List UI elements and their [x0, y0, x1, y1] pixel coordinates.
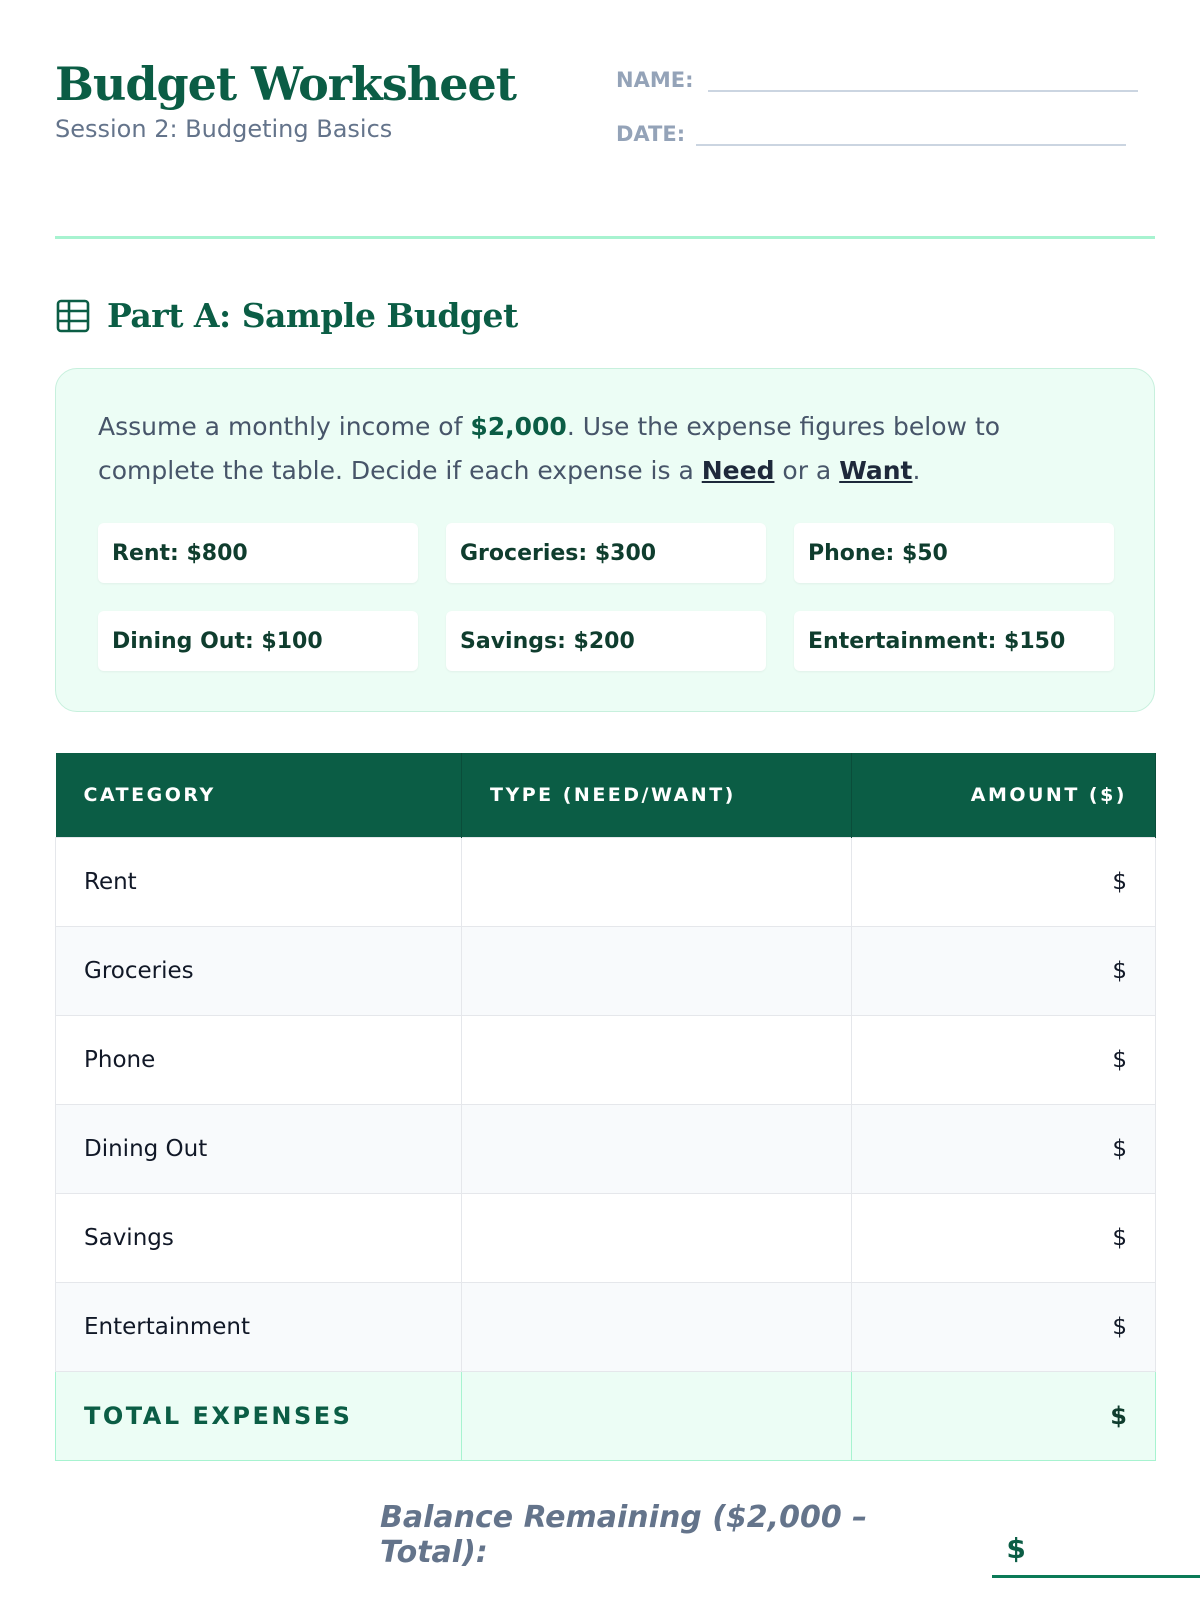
total-type-cell[interactable]	[462, 1371, 852, 1460]
name-label: NAME:	[616, 68, 694, 92]
expense-chip: Savings: $200	[446, 611, 766, 671]
page-subtitle: Session 2: Budgeting Basics	[55, 115, 393, 143]
amount-input-cell[interactable]: $	[852, 1193, 1156, 1282]
expense-chip: Rent: $800	[98, 523, 418, 583]
expense-figures	[98, 523, 1118, 671]
category-cell: Entertainment	[56, 1282, 462, 1371]
amount-input-cell[interactable]: $	[852, 837, 1156, 926]
table-row	[56, 1015, 1156, 1104]
total-row	[56, 1371, 1156, 1460]
category-cell: Groceries	[56, 926, 462, 1015]
column-header-type: TYPE (NEED/WANT)	[462, 753, 852, 837]
amount-input-cell[interactable]: $	[852, 1015, 1156, 1104]
page-title: Budget Worksheet	[55, 57, 517, 111]
instructions-text	[98, 405, 1048, 493]
total-label: TOTAL EXPENSES	[56, 1371, 462, 1460]
balance-label: Balance Remaining ($2,000 – Total):	[380, 1500, 868, 1570]
column-header-category: CATEGORY	[56, 753, 462, 837]
category-cell: Phone	[56, 1015, 462, 1104]
instructions-box	[55, 368, 1155, 712]
instructions-part-2: . Use the expense figures below to complete the table. Decide if each expense is a	[98, 412, 1001, 485]
income-amount: $2,000	[470, 412, 567, 441]
want-word: Want	[839, 456, 913, 485]
table-icon	[55, 298, 91, 334]
name-field	[616, 62, 1138, 92]
type-input-cell[interactable]	[462, 1104, 852, 1193]
table-row	[56, 1282, 1156, 1371]
date-input-line[interactable]	[696, 116, 1126, 146]
table-header-row	[56, 753, 1156, 837]
type-input-cell[interactable]	[462, 1193, 852, 1282]
expense-chip: Dining Out: $100	[98, 611, 418, 671]
balance-input[interactable]: $	[992, 1528, 1200, 1578]
need-word: Need	[701, 456, 775, 485]
type-input-cell[interactable]	[462, 1282, 852, 1371]
part-a-heading	[55, 296, 518, 335]
column-header-amount: AMOUNT ($)	[852, 753, 1156, 837]
instructions-part-3: or a	[774, 456, 840, 485]
amount-input-cell[interactable]: $	[852, 926, 1156, 1015]
type-input-cell[interactable]	[462, 926, 852, 1015]
category-cell: Dining Out	[56, 1104, 462, 1193]
header-divider	[55, 236, 1155, 239]
table-row	[56, 1104, 1156, 1193]
type-input-cell[interactable]	[462, 837, 852, 926]
type-input-cell[interactable]	[462, 1015, 852, 1104]
amount-input-cell[interactable]: $	[852, 1282, 1156, 1371]
part-a-title: Part A: Sample Budget	[107, 296, 518, 335]
expense-chip: Entertainment: $150	[794, 611, 1114, 671]
instructions-part-4: .	[912, 456, 921, 485]
amount-input-cell[interactable]: $	[852, 1104, 1156, 1193]
table-row	[56, 837, 1156, 926]
instructions-part-1: Assume a monthly income of	[98, 412, 471, 441]
date-field	[616, 116, 1126, 146]
expense-chip: Groceries: $300	[446, 523, 766, 583]
category-cell: Savings	[56, 1193, 462, 1282]
date-label: DATE:	[616, 122, 686, 146]
budget-table	[55, 753, 1156, 1461]
total-amount-cell[interactable]: $	[852, 1371, 1156, 1460]
name-input-line[interactable]	[708, 62, 1138, 92]
table-row	[56, 1193, 1156, 1282]
category-cell: Rent	[56, 837, 462, 926]
table-row	[56, 926, 1156, 1015]
balance-remaining	[380, 1500, 1200, 1578]
expense-chip: Phone: $50	[794, 523, 1114, 583]
